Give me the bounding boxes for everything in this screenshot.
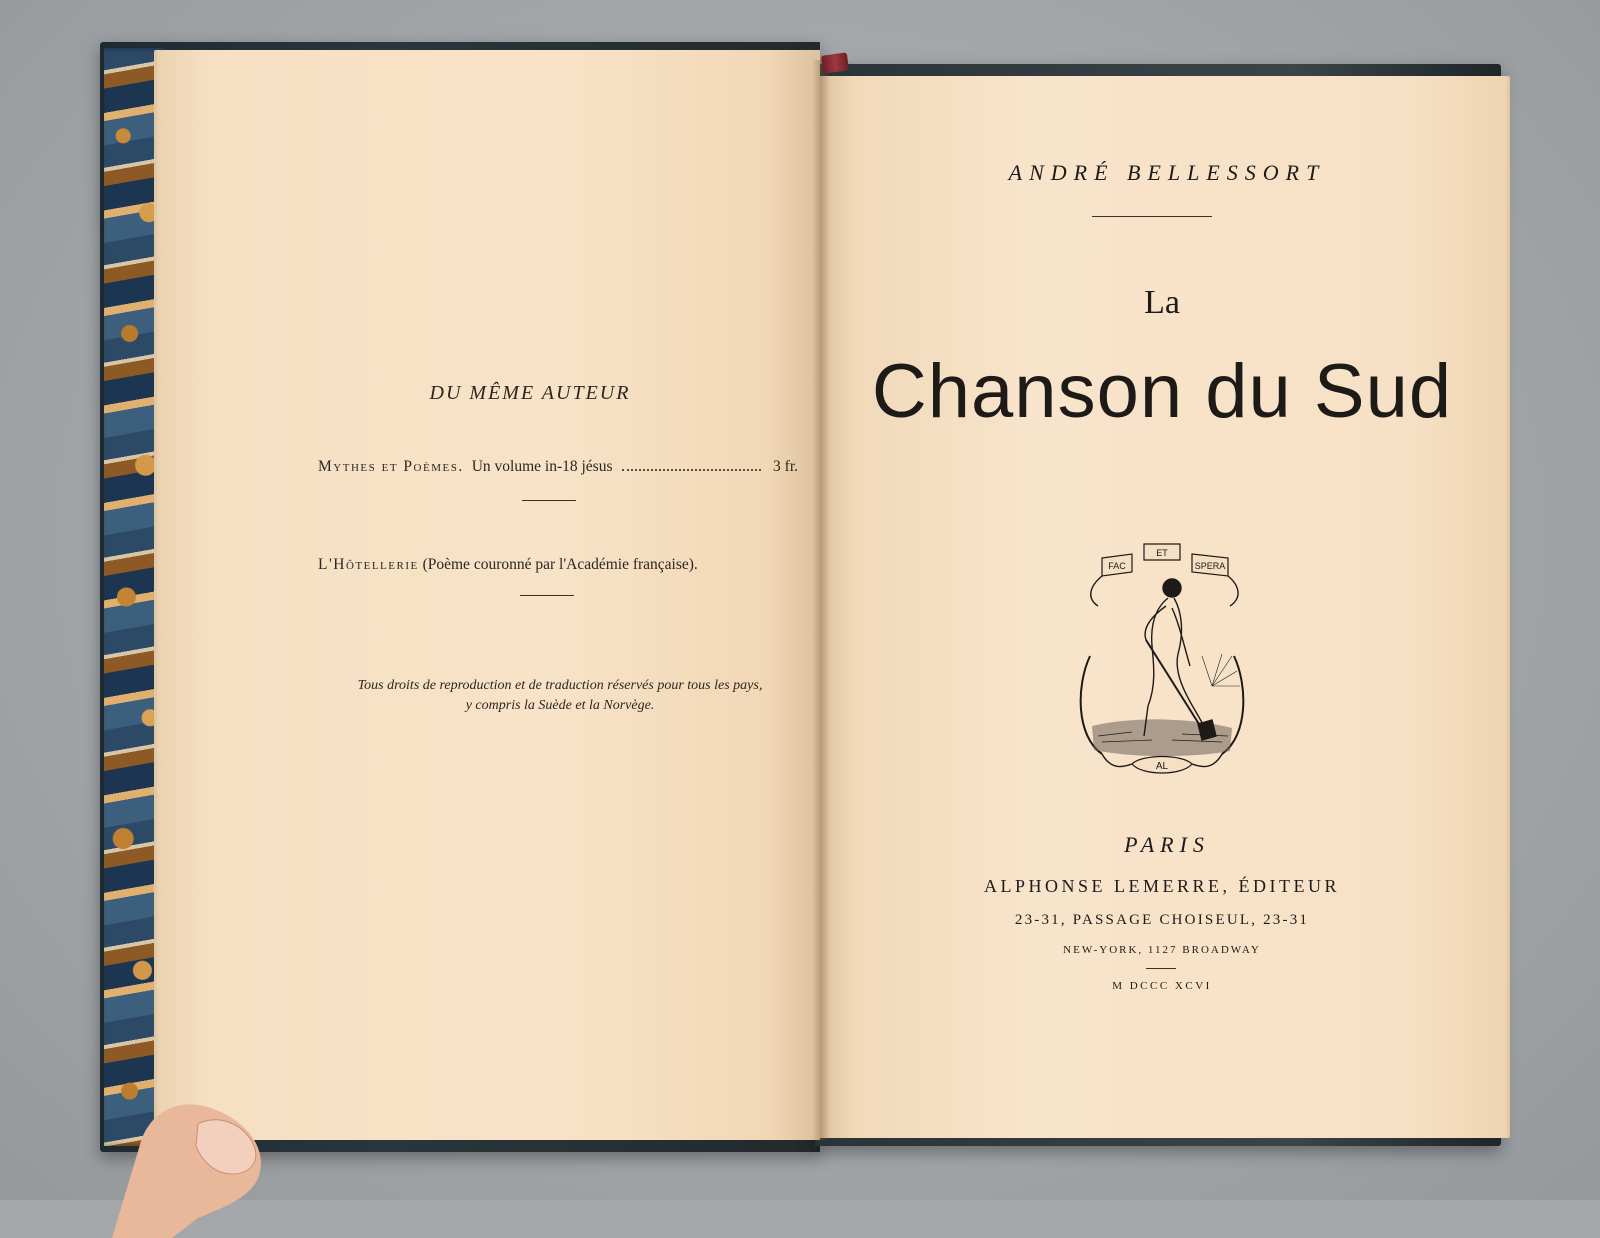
thumb [112,1058,272,1238]
separator-rule [522,500,576,501]
monogram: AL [1155,761,1169,772]
laborer-figure [1144,579,1216,740]
dot-leader [622,468,761,471]
author-name: ANDRÉ BELLESSORT [1008,160,1326,185]
bookmark-ribbon [821,52,849,73]
banner-curl-left [1091,576,1102,606]
author-rule [1092,216,1212,217]
book-title: Chanson du Sud [871,349,1453,434]
separator-rule [520,595,574,596]
right-page-content [820,76,1504,1138]
motto-left: FAC [1108,561,1126,571]
imprint-city: PARIS [1124,832,1210,857]
motto-right: SPERA [1194,561,1226,571]
work-entry-mythes [318,458,798,476]
work-price: 3 fr. [773,458,798,475]
imprint-newyork: NEW-YORK, 1127 BROADWAY [1063,944,1261,956]
rights-line: y compris la Suède et la Norvège. [465,698,655,713]
work-description: Un volume in-18 jésus [471,458,613,475]
imprint-publisher: ALPHONSE LEMERRE, ÉDITEUR [984,876,1340,896]
year-rule [1146,968,1176,969]
imprint-address: 23-31, PASSAGE CHOISEUL, 23-31 [1014,912,1310,928]
work-title: L'Hôtellerie [318,556,419,573]
publisher-emblem [1072,536,1252,786]
work-entry-hotellerie [318,556,798,574]
rights-line: Tous droits de reproduction et de traduction réservés pour tous les pays, [357,678,763,693]
marbled-endpaper [104,48,168,1146]
banner-curl-right [1228,576,1238,606]
motto-center: ET [1156,548,1168,558]
title-article: La [1144,284,1180,321]
du-meme-auteur-heading: DU MÊME AUTEUR [429,382,631,404]
left-page-content [160,50,820,1140]
work-description: (Poème couronné par l'Académie française). [422,556,698,573]
work-title: Mythes et Poèmes. [318,458,464,475]
rights-notice [310,676,810,716]
imprint-year: M DCCC XCVI [1112,980,1212,992]
